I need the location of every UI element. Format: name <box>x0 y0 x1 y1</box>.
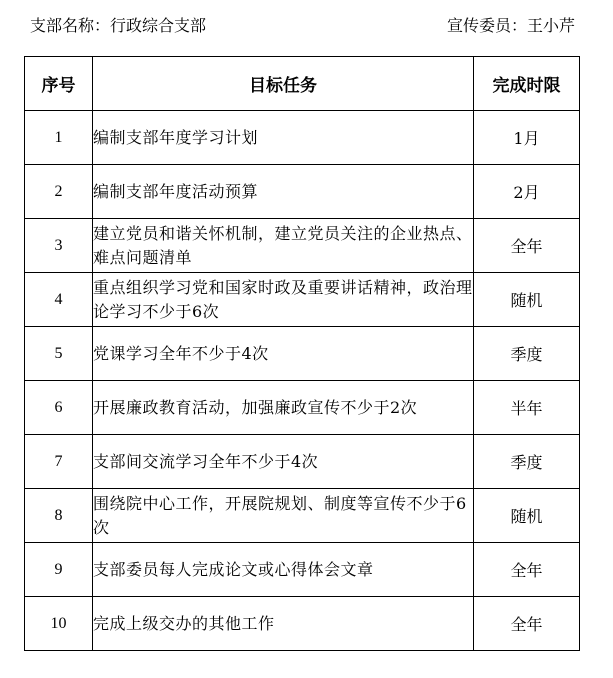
row-task: 编制支部年度学习计划 <box>93 111 474 165</box>
row-task: 建立党员和谐关怀机制，建立党员关注的企业热点、难点问题清单 <box>93 219 474 273</box>
row-limit: 半年 <box>474 381 580 435</box>
branch-name: 支部名称：行政综合支部 <box>30 16 207 35</box>
table-row <box>25 327 580 381</box>
row-task: 重点组织学习党和国家时政及重要讲话精神，政治理论学习不少于6次 <box>93 273 474 327</box>
task-table <box>24 56 580 651</box>
row-number: 5 <box>25 327 93 381</box>
row-limit: 全年 <box>474 597 580 651</box>
row-number: 7 <box>25 435 93 489</box>
table-header-row <box>25 57 580 111</box>
row-task: 完成上级交办的其他工作 <box>93 597 474 651</box>
row-task: 支部间交流学习全年不少于4次 <box>93 435 474 489</box>
row-limit: 2月 <box>474 165 580 219</box>
row-limit: 随机 <box>474 273 580 327</box>
column-header-limit: 完成时限 <box>474 57 580 111</box>
row-number: 2 <box>25 165 93 219</box>
document-header <box>0 12 613 40</box>
row-task: 围绕院中心工作，开展院规划、制度等宣传不少于6次 <box>93 489 474 543</box>
row-task: 开展廉政教育活动，加强廉政宣传不少于2次 <box>93 381 474 435</box>
table-row <box>25 597 580 651</box>
publicity-member: 宣传委员：王小芹 <box>446 16 575 35</box>
row-limit: 季度 <box>474 435 580 489</box>
row-task: 党课学习全年不少于4次 <box>93 327 474 381</box>
row-number: 8 <box>25 489 93 543</box>
column-header-task: 目标任务 <box>93 57 474 111</box>
row-number: 9 <box>25 543 93 597</box>
row-limit: 随机 <box>474 489 580 543</box>
row-limit: 季度 <box>474 327 580 381</box>
table-row <box>25 489 580 543</box>
table-row <box>25 219 580 273</box>
row-limit: 全年 <box>474 543 580 597</box>
table-row <box>25 543 580 597</box>
row-number: 3 <box>25 219 93 273</box>
row-number: 4 <box>25 273 93 327</box>
table-row <box>25 435 580 489</box>
table-row <box>25 111 580 165</box>
column-header-no: 序号 <box>25 57 93 111</box>
table-row <box>25 273 580 327</box>
row-number: 10 <box>25 597 93 651</box>
row-number: 1 <box>25 111 93 165</box>
row-limit: 1月 <box>474 111 580 165</box>
table-row <box>25 381 580 435</box>
row-number: 6 <box>25 381 93 435</box>
row-limit: 全年 <box>474 219 580 273</box>
table-row <box>25 165 580 219</box>
row-task: 编制支部年度活动预算 <box>93 165 474 219</box>
row-task: 支部委员每人完成论文或心得体会文章 <box>93 543 474 597</box>
